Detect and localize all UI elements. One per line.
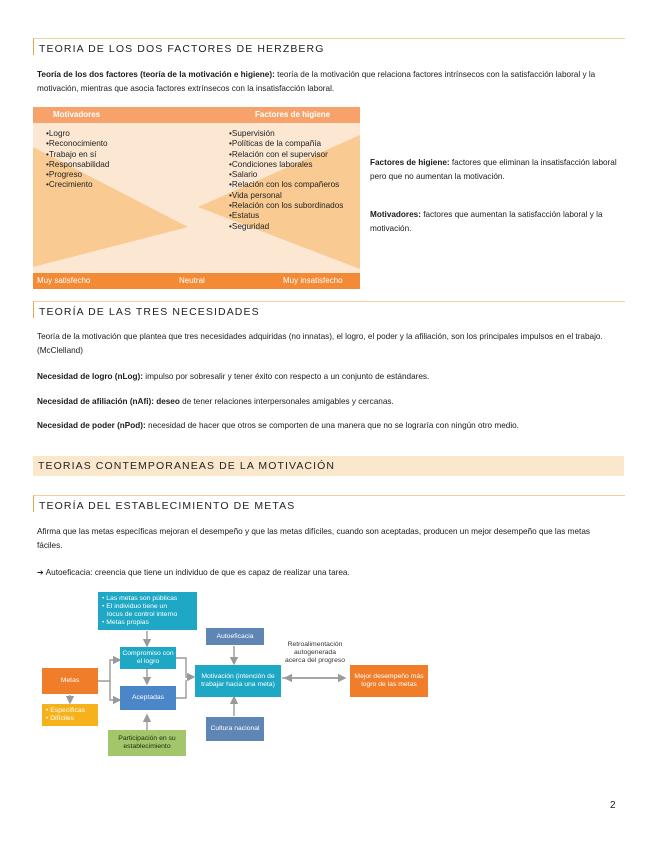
goal-attribute: • Específicas (46, 707, 86, 714)
goal-attribute: • Difíciles (46, 715, 75, 722)
need-affiliation-term: Necesidad de afiliación (nAfi): deseo (37, 397, 180, 406)
condition-line: • Las metas son públicas (102, 595, 178, 602)
national-culture-box: Cultura nacional (206, 717, 264, 741)
herzberg-intro-term: Teoría de los dos factores (teoría de la motivación e higiene): (37, 70, 275, 79)
hygiene-item: • Relación con los compañeros (229, 180, 359, 190)
herzberg-header-right: Factores de higiene (255, 110, 331, 119)
section-heading-goal-setting: TEORÍA DEL ESTABLECIMIENTO DE METAS (33, 495, 625, 512)
motivator-item: • Crecimiento (46, 180, 196, 190)
participation-box: Participación en su establecimiento (108, 730, 186, 756)
need-achievement-term: Necesidad de logro (nLog): (37, 372, 143, 381)
motivators-text: factores que aumentan la satisfacción laboral y la motivación. (370, 210, 603, 233)
goal-attributes-box (42, 704, 98, 726)
need-power-text: necesidad de hacer que otros se comporten de una manera que no se lograría con ningún otro medio. (145, 421, 519, 430)
need-affiliation-text: de tener relaciones interpersonales amigables y cercanas. (179, 397, 394, 406)
condition-line: locus de control interno (107, 611, 178, 618)
conditions-box (98, 592, 197, 630)
motivator-item: • Trabajo en sí (46, 150, 196, 160)
page-number: 2 (610, 800, 616, 811)
three-needs-intro: Teoría de la motivación que plantea que tres necesidades adquiridas (no innatas), el logro, el poder y la afiliación, son los principales impulsos en el trabajo. (McClelland) (37, 332, 603, 355)
commitment-box: Compromiso con el logro (120, 647, 176, 669)
hygiene-text: factores que eliminan la insatisfacción laboral pero que no aumentan la motivación. (370, 158, 617, 181)
need-power-term: Necesidad de poder (nPod): (37, 421, 146, 430)
hygiene-item: • Salario (229, 170, 359, 180)
herzberg-intro-definition: teoría de la motivación que relaciona factores intrínsecos con la satisfacción laboral y la motivación, mientras que asocia factores extrínsecos con la insatisfacción laboral. (37, 70, 596, 93)
goal-setting-intro: Afirma que las metas específicas mejoran el desempeño y que las metas difíciles, cuando son aceptadas, producen un mejor desempeño que las metas fáciles. (37, 527, 590, 550)
hygiene-term: Factores de higiene: (370, 158, 450, 167)
need-achievement-text: impulso por sobresalir y tener éxito con respecto a un conjunto de estándares. (143, 372, 430, 381)
motivator-item: • Logro (46, 129, 196, 139)
self-efficacy-box: Autoeficacia (206, 628, 264, 645)
condition-line: • Metas propias (102, 619, 149, 626)
motivator-item: • Reconocimiento (46, 139, 196, 149)
motivation-box: Motivación (intención de trabajar hacia una meta) (195, 665, 281, 697)
motivators-term: Motivadores: (370, 210, 421, 219)
section-heading-contemporary: TEORIAS CONTEMPORANEAS DE LA MOTIVACIÓN (33, 456, 624, 476)
footer-neutral: Neutral (179, 276, 205, 285)
hygiene-item: • Seguridad (229, 222, 359, 232)
hygiene-item: • Condiciones laborales (229, 160, 359, 170)
herzberg-header-left: Motivadores (53, 110, 101, 119)
goals-box: Metas (42, 668, 98, 694)
accepted-box: Aceptadas (120, 686, 176, 710)
motivator-item: • Responsabilidad (46, 160, 196, 170)
section-heading-herzberg: TEORIA DE LOS DOS FACTORES DE HERZBERG (33, 38, 625, 55)
hygiene-item: • Políticas de la compañía (229, 139, 359, 149)
better-performance-box: Mejor desempeño más logro de las metas (350, 665, 428, 697)
motivator-item: • Progreso (46, 170, 196, 180)
hygiene-item: • Vida personal (229, 191, 359, 201)
hygiene-item: • Relación con los subordinados (229, 201, 359, 211)
hygiene-item: • Supervisión (229, 129, 359, 139)
self-efficacy-note: ➔ Autoeficacia: creencia que tiene un individuo de que es capaz de realizar una tarea. (37, 568, 350, 577)
footer-very-satisfied: Muy satisfecho (37, 276, 91, 285)
footer-very-dissatisfied: Muy insatisfecho (283, 276, 343, 285)
section-heading-three-needs: TEORÍA DE LAS TRES NECESIDADES (33, 301, 625, 318)
feedback-label: Retroalimentación autogenerada acerca del progreso (284, 641, 346, 664)
hygiene-item: • Estatus (229, 211, 359, 221)
hygiene-item: • Relación con el supervisor (229, 150, 359, 160)
condition-line: • El individuo tiene un (102, 603, 168, 610)
